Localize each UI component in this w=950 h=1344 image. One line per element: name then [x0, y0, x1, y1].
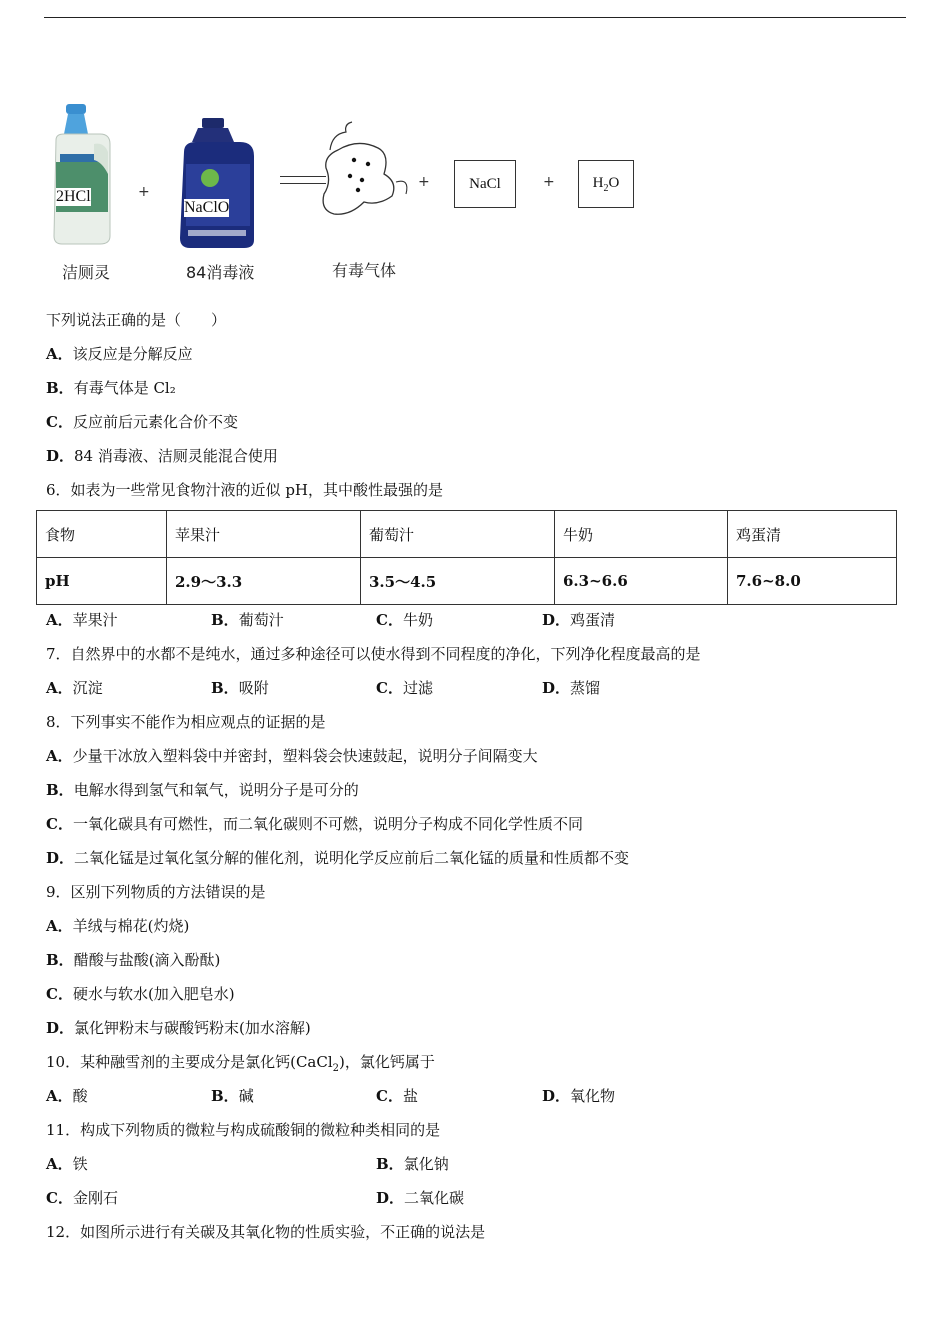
q8-option-a: A．少量干冰放入塑料袋中并密封，塑料袋会快速鼓起，说明分子间隔变大: [46, 747, 538, 765]
disinfectant-bottle-icon: [176, 118, 260, 248]
q9-option-c: C．硬水与软水(加入肥皂水): [46, 985, 235, 1003]
plus-sign-3: +: [543, 174, 555, 190]
q11-stem: 11．构成下列物质的微粒与构成硫酸铜的微粒种类相同的是: [46, 1121, 441, 1139]
table-cell: 7.6~8.0: [728, 558, 897, 605]
q12-stem: 12．如图所示进行有关碳及其氧化物的性质实验，不正确的说法是: [46, 1223, 486, 1241]
q11-options-row1: [46, 1154, 906, 1174]
q6-options: [46, 610, 906, 630]
table-cell: 食物: [37, 511, 167, 558]
q8-option-c: C．一氧化碳具有可燃性，而二氧化碳则不可燃，说明分子构成不同化学性质不同: [46, 815, 583, 833]
table-row: [37, 558, 897, 605]
ph-table: [36, 510, 897, 605]
q5-option-a: A．该反应是分解反应: [46, 345, 193, 363]
table-cell: 鸡蛋清: [728, 511, 897, 558]
water-box: [578, 160, 634, 208]
q11-option-c: C．金刚石: [46, 1189, 118, 1207]
nacl-box: [454, 160, 516, 208]
plus-sign-2: +: [418, 174, 430, 190]
nacl-label: NaCl: [469, 175, 501, 192]
q9-option-d: D．氯化钾粉末与碳酸钙粉末(加水溶解): [46, 1019, 311, 1037]
table-cell: pH: [37, 558, 167, 605]
q9-stem: 9．区别下列物质的方法错误的是: [46, 883, 266, 901]
q10-option-c: C．盐: [376, 1087, 418, 1105]
header-rule: [44, 17, 906, 18]
table-cell: 2.9～3.3: [167, 558, 361, 605]
q11-option-d: D．二氧化碳: [376, 1189, 465, 1207]
q11-option-b: B．氯化钠: [376, 1155, 449, 1173]
q7-option-b: B．吸附: [211, 679, 269, 697]
q10-option-d: D．氧化物: [542, 1087, 616, 1105]
table-row: [37, 511, 897, 558]
table-cell: 3.5～4.5: [361, 558, 555, 605]
table-cell: 牛奶: [555, 511, 728, 558]
q11-options-row2: [46, 1188, 906, 1208]
q5-stem: 下列说法正确的是（ ）: [46, 311, 227, 329]
plus-sign-1: +: [138, 184, 150, 200]
q7-option-d: D．蒸馏: [542, 679, 601, 697]
q5-option-b: B．有毒气体是 Cl₂: [46, 379, 176, 397]
label-toxic-gas: 有毒气体: [332, 261, 397, 280]
q10-option-a: A．酸: [46, 1087, 88, 1105]
table-cell: 6.3~6.6: [555, 558, 728, 605]
label-disinfectant: 84消毒液: [186, 263, 255, 282]
q8-stem: 8．下列事实不能作为相应观点的证据的是: [46, 713, 326, 731]
q6-option-c: C．牛奶: [376, 611, 433, 629]
q9-option-a: A．羊绒与棉花(灼烧): [46, 917, 190, 935]
table-cell: 苹果汁: [167, 511, 361, 558]
reaction-figure: [40, 100, 660, 290]
toxic-gas-icon: [318, 120, 414, 226]
q7-options: [46, 678, 906, 698]
cleaner-formula: 2HCl: [56, 188, 91, 205]
q8-option-d: D．二氧化锰是过氧化氢分解的催化剂，说明化学反应前后二氧化锰的质量和性质都不变: [46, 849, 630, 867]
q6-stem: 6．如表为一些常见食物汁液的近似 pH，其中酸性最强的是: [46, 481, 443, 499]
q5-option-c: C．反应前后元素化合价不变: [46, 413, 238, 431]
q10-options: [46, 1086, 906, 1106]
table-cell: 葡萄汁: [361, 511, 555, 558]
q9-option-b: B．醋酸与盐酸(滴入酚酞): [46, 951, 221, 969]
q7-option-a: A．沉淀: [46, 679, 103, 697]
q11-option-a: A．铁: [46, 1155, 88, 1173]
q7-stem: 7．自然界中的水都不是纯水，通过多种途径可以使水得到不同程度的净化，下列净化程度最高的是: [46, 645, 701, 663]
water-label: $H_2O$: [592, 174, 620, 194]
q6-option-b: B．葡萄汁: [211, 611, 284, 629]
q10-stem: 10．某种融雪剂的主要成分是氯化钙(CaCl$_2$)，氯化钙属于: [46, 1053, 435, 1074]
q10-option-b: B．碱: [211, 1087, 254, 1105]
disinfectant-formula: NaClO: [184, 199, 230, 216]
q6-option-a: A．苹果汁: [46, 611, 118, 629]
q6-option-d: D．鸡蛋清: [542, 611, 616, 629]
label-cleaner: 洁厕灵: [62, 263, 111, 282]
q7-option-c: C．过滤: [376, 679, 433, 697]
toilet-cleaner-bottle-icon: [50, 104, 116, 246]
q8-option-b: B．电解水得到氢气和氧气，说明分子是可分的: [46, 781, 359, 799]
q5-option-d: D．84 消毒液、洁厕灵能混合使用: [46, 447, 278, 465]
